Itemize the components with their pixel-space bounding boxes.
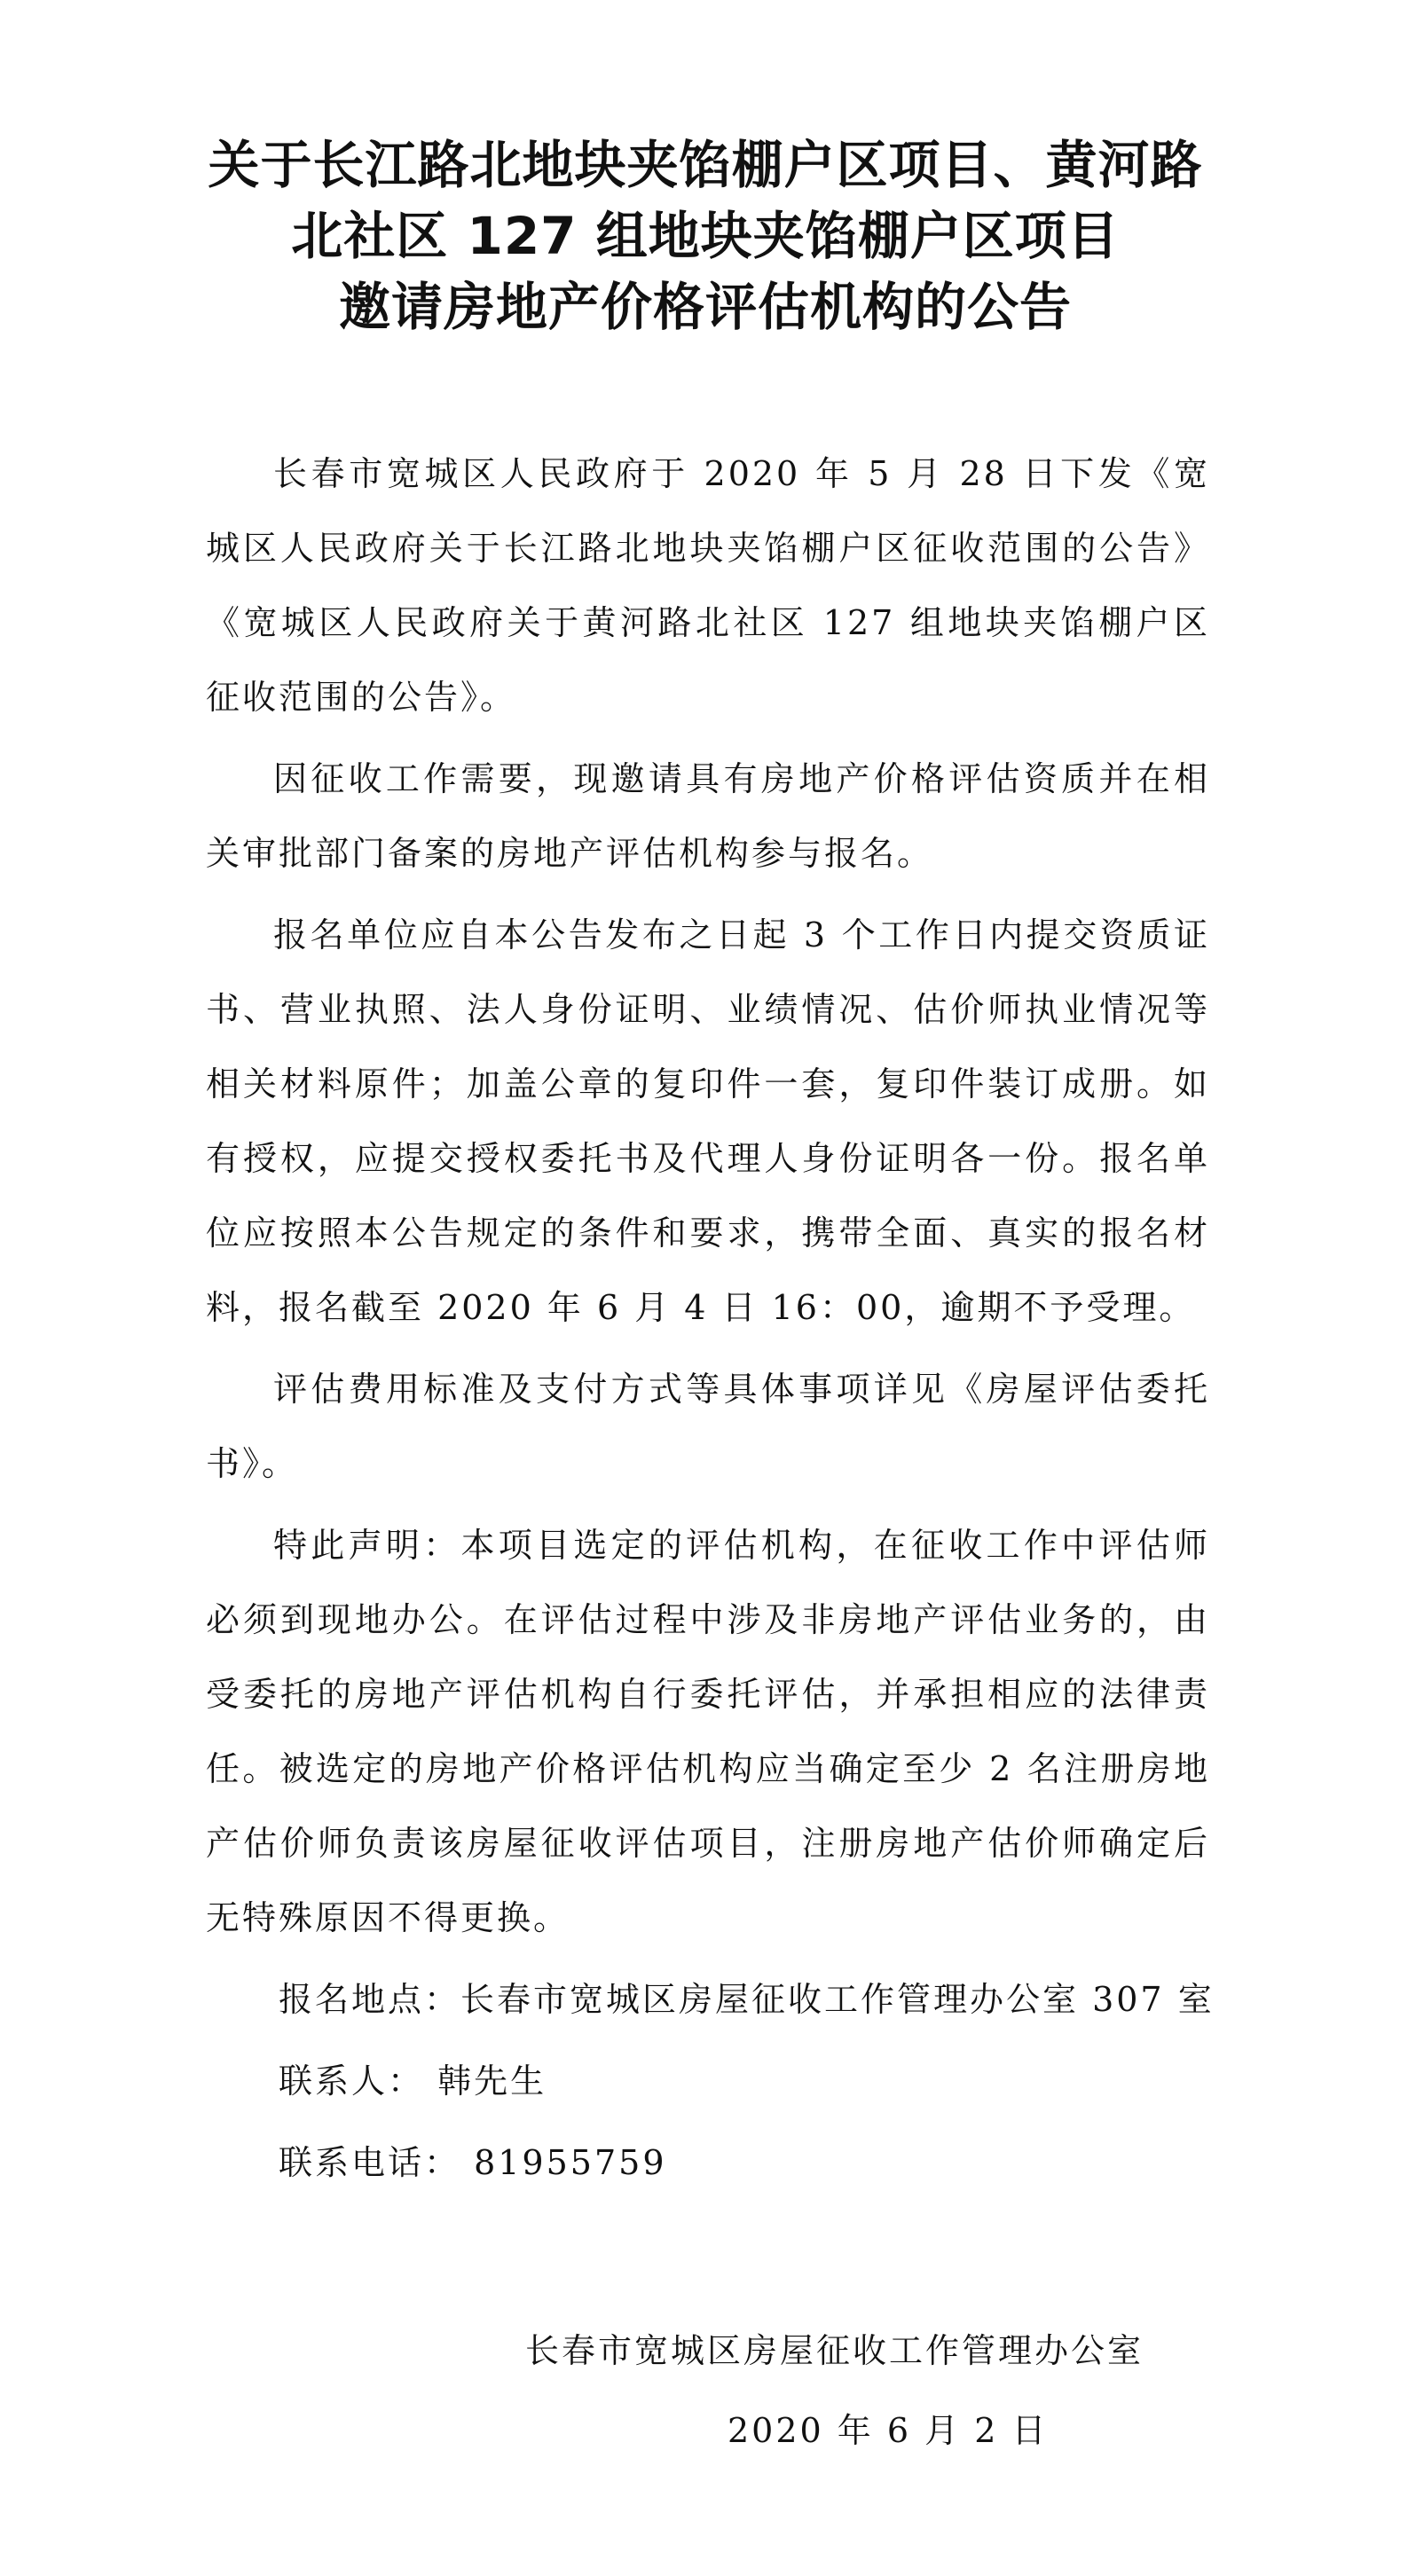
registration-location: 报名地点：长春市宽城区房屋征收工作管理办公室 307 室 xyxy=(279,1980,1215,2019)
signature-organization: 长春市宽城区房屋征收工作管理办公室 xyxy=(525,2331,1144,2370)
title-line-3: 邀请房地产价格评估机构的公告 xyxy=(338,277,1072,337)
title-line-1: 关于长江路北地块夹馅棚户区项目、黄河路 xyxy=(208,135,1203,195)
paragraph-registration-requirements: 报名单位应自本公告发布之日起 3 个工作日内提交资质证书、营业执照、法人身份证明、业绩情况、估价师执业情况等相关材料原件；加盖公章的复印件一套，复印件装订成册。如有授权，应提交授权委托书及代理人身份证明各一份。报名单位应按照本公告规定的条件和要求，携带全面、真实的报名材料，报名截至 2020 年 6 月 4 日 16：00，逾期不予受理。 xyxy=(206,915,1210,1327)
paragraph-background: 长春市宽城区人民政府于 2020 年 5 月 28 日下发《宽城区人民政府关于长江路北地块夹馅棚户区征收范围的公告》《宽城区人民政府关于黄河路北社区 127 组地块夹馅棚户区征收范围的公告》。 xyxy=(206,454,1210,717)
paragraph-declaration: 特此声明：本项目选定的评估机构，在征收工作中评估师必须到现地办公。在评估过程中涉及非房地产评估业务的，由受委托的房地产评估机构自行委托评估，并承担相应的法律责任。被选定的房地产价格评估机构应当确定至少 2 名注册房地产估价师负责该房屋征收评估项目，注册房地产估价师确定后无特殊原因不得更换。 xyxy=(206,1526,1210,1937)
signature-date: 2020 年 6 月 2 日 xyxy=(728,2411,1049,2450)
contact-person: 联系人： 韩先生 xyxy=(279,2062,547,2101)
document-title xyxy=(133,130,1278,342)
title-line-2: 北社区 127 组地块夹馅棚户区项目 xyxy=(291,206,1120,266)
paragraph-invitation: 因征收工作需要，现邀请具有房地产价格评估资质并在相关审批部门备案的房地产评估机构参与报名。 xyxy=(206,759,1210,873)
contact-phone: 联系电话： 81955759 xyxy=(279,2143,667,2182)
paragraph-fees: 评估费用标准及支付方式等具体事项详见《房屋评估委托书》。 xyxy=(206,1370,1210,1483)
document-body xyxy=(206,436,1215,2207)
